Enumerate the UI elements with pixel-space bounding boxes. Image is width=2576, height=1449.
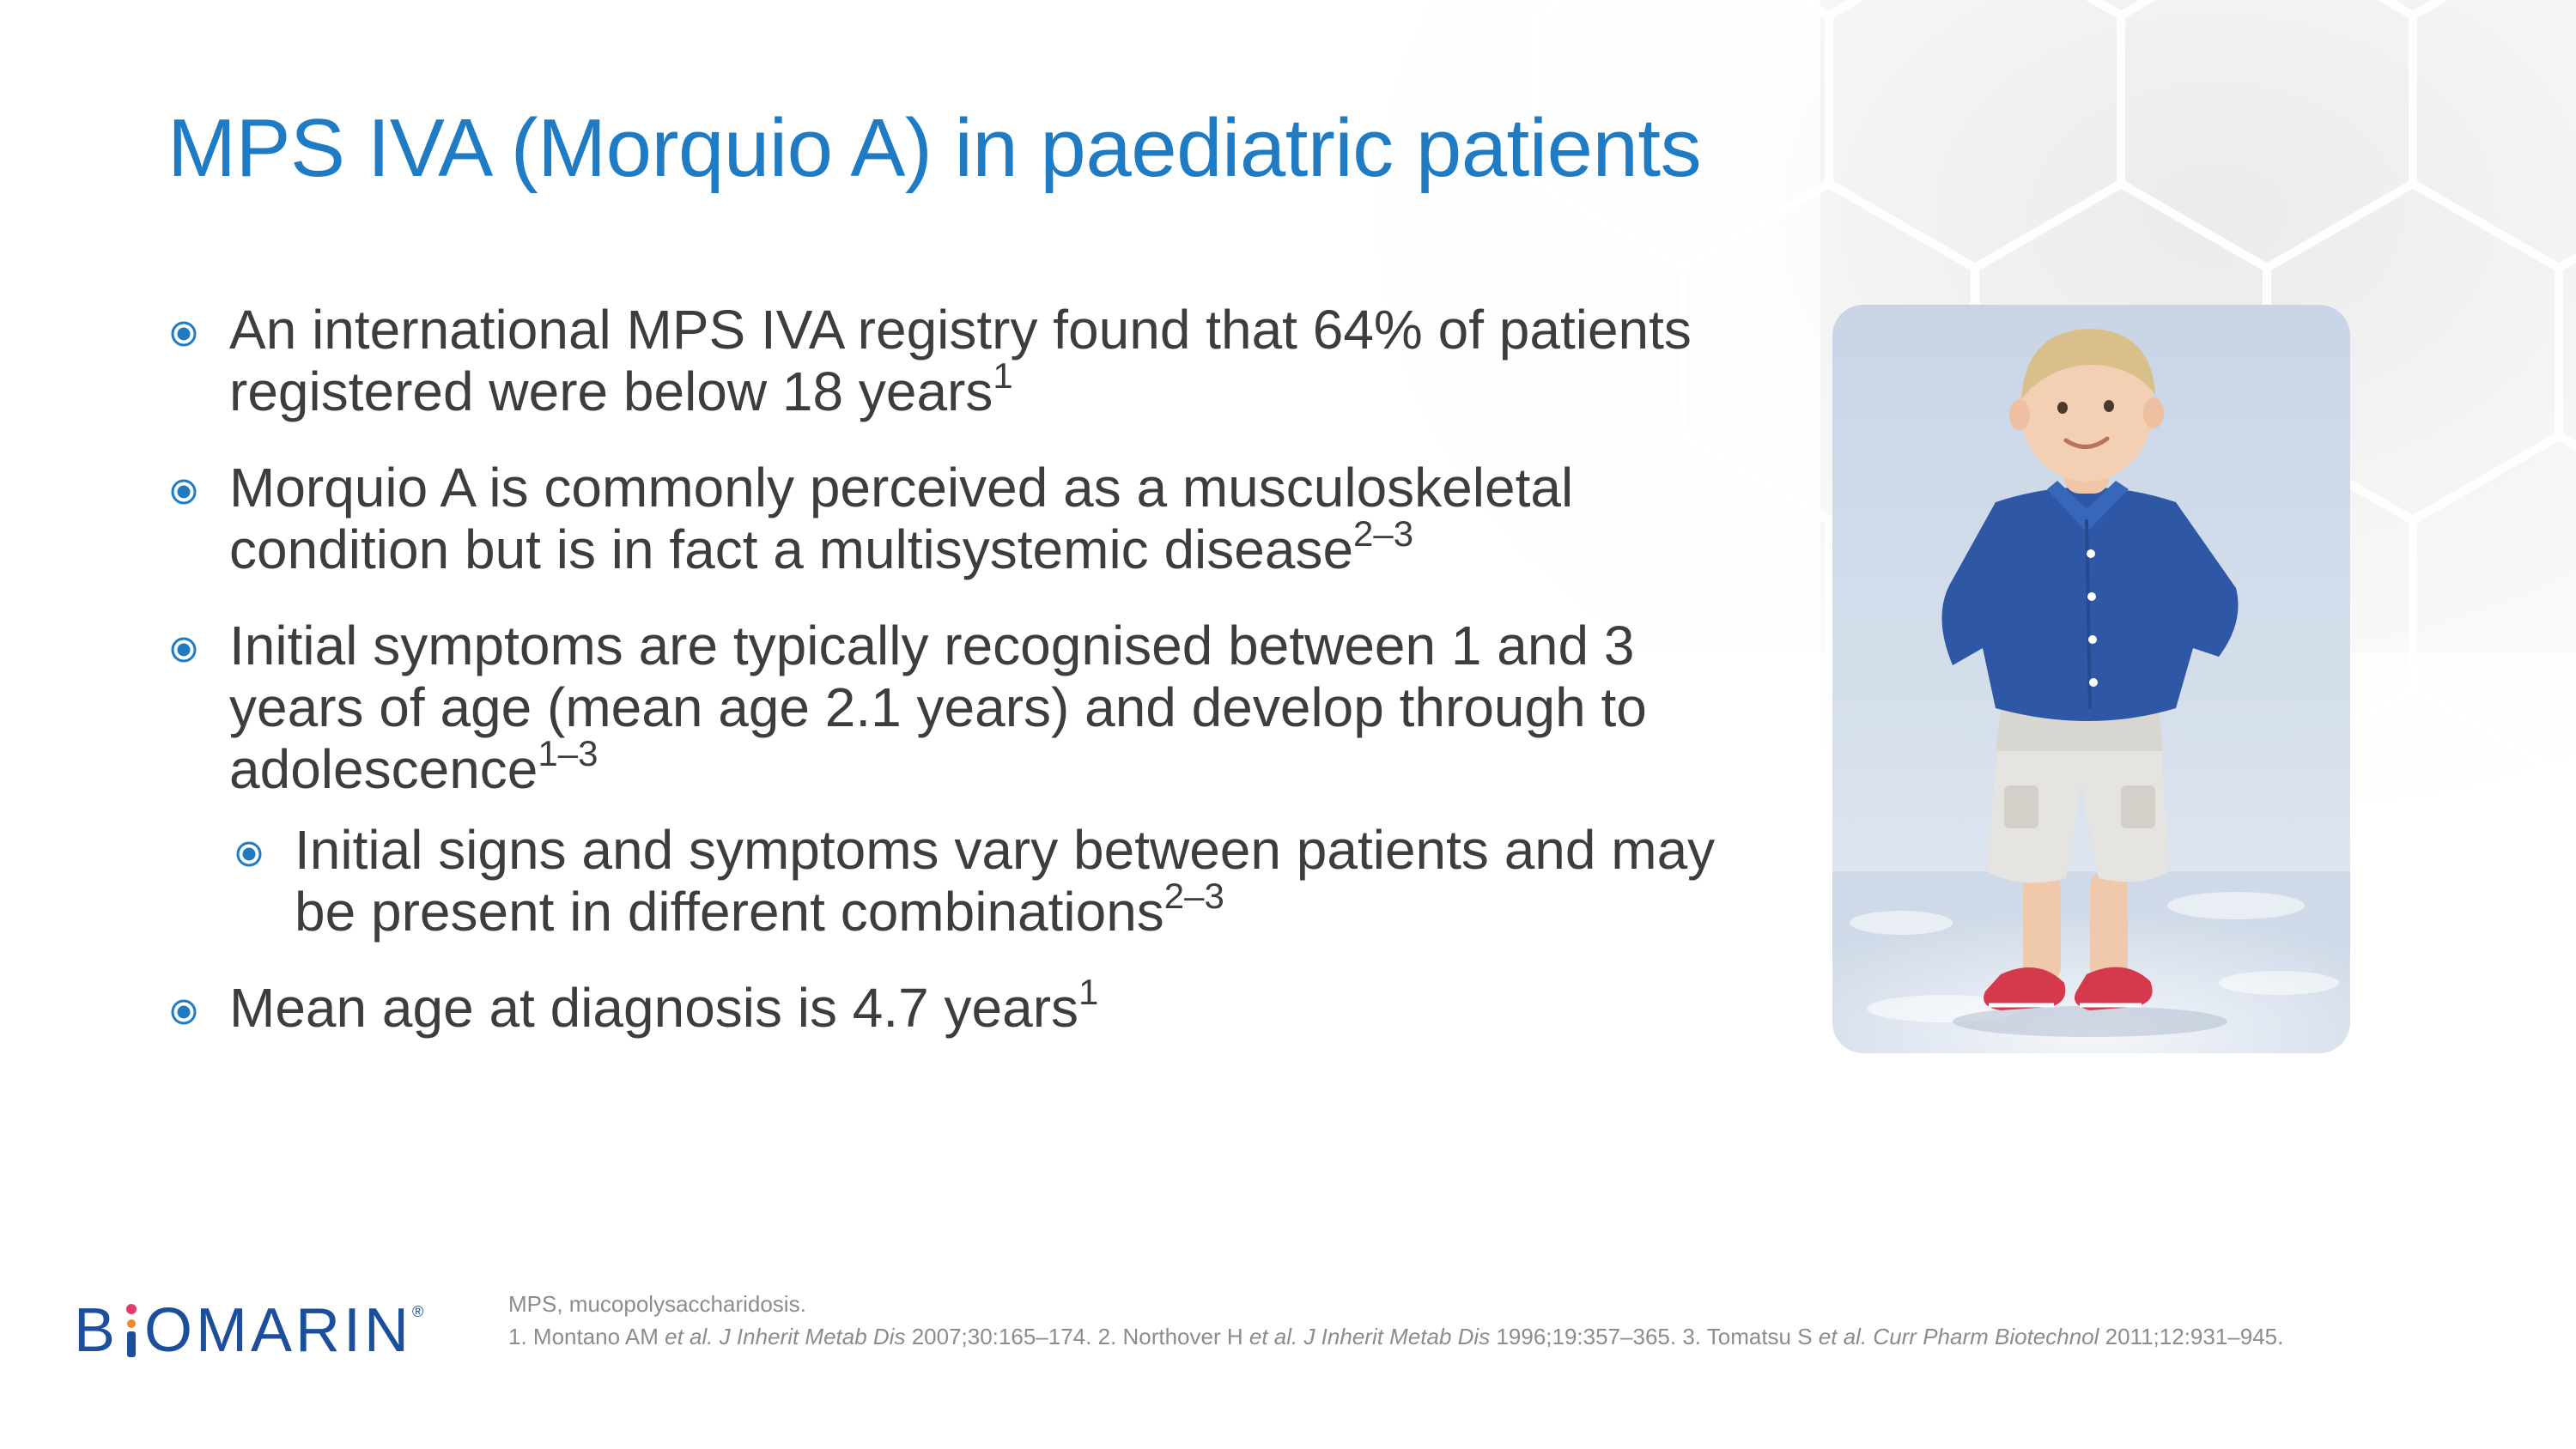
abbreviation-note: MPS, mucopolysaccharidosis. [508, 1291, 806, 1317]
references: 1. Montano AM et al. J Inherit Metab Dis 2007;30:165–174. 2. Northover H et al. J Inherit Metab Dis 1996;19:357–365. 3. Tomatsu S et al. Curr Pharm Biotechnol 2011;12:931–945. [508, 1324, 2284, 1349]
reference-superscript: 2–3 [1353, 512, 1414, 554]
biomarin-logo [74, 1296, 424, 1365]
registered-mark: ® [412, 1302, 424, 1320]
ring-dot-bullet-icon [171, 999, 197, 1025]
bullet-item [167, 971, 1756, 1039]
reference-superscript: 1 [993, 355, 1013, 396]
ring-dot-bullet-icon [236, 841, 262, 867]
ring-dot-bullet-icon [171, 479, 197, 505]
reference-superscript: 2–3 [1163, 875, 1224, 916]
ring-dot-bullet-icon [171, 637, 197, 663]
reference-superscript: 1–3 [538, 732, 598, 773]
bullet-text: Mean age at diagnosis is 4.7 years$^1$ [229, 971, 1099, 1039]
bullet-text: An international MPS IVA registry found that 64% of patients registered were below 18 years$^1$ [229, 299, 1692, 422]
child-illustration [1832, 305, 2350, 1053]
ring-dot-bullet-icon [171, 321, 197, 347]
bullet-item [167, 299, 1756, 422]
sub-bullet-item [233, 819, 1756, 943]
bullet-text: Initial signs and symptoms vary between patients and may be present in different combinations$^{2-3}$ [295, 819, 1716, 943]
logo-part-b: B [74, 1296, 119, 1365]
logo-part-omarin: OMARIN [144, 1296, 413, 1365]
reference-superscript: 1 [1078, 971, 1099, 1012]
slide-title: MPS IVA (Morquio A) in paediatric patients [167, 102, 1702, 194]
bullet-text: Morquio A is commonly perceived as a musculoskeletal condition but is in fact a multisystemic disease$^{2-3}$ [229, 457, 1574, 580]
bullet-item [167, 615, 1756, 800]
footnotes [508, 1288, 2354, 1353]
bullet-list [167, 299, 1756, 1073]
child-photo [1832, 305, 2350, 1053]
bullet-text: Initial symptoms are typically recognised between 1 and 3 years of age (mean age 2.1 years) and develop through to adolescence$^{1-3}$ [229, 615, 1647, 800]
bullet-item [167, 457, 1756, 580]
logo-dots-icon [122, 1304, 141, 1357]
